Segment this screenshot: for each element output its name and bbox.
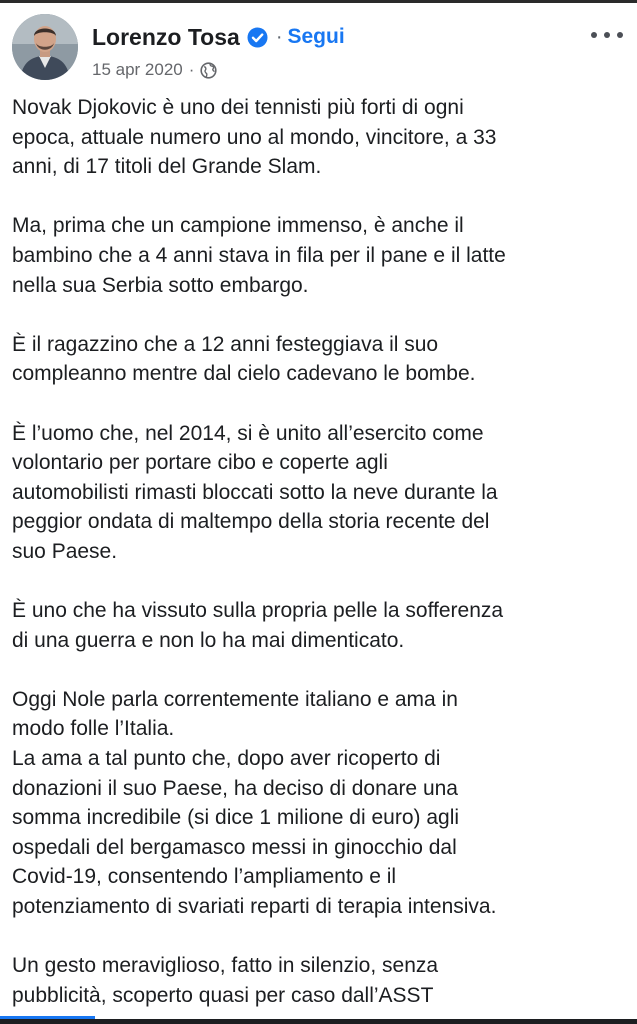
post-line: donazioni il suo Paese, ha deciso di donare una [12,776,458,800]
meta-separator: · [188,60,195,79]
post-line: È l’uomo che, nel 2014, si è unito all’esercito come [12,421,484,445]
globe-icon[interactable] [200,62,217,79]
post-line: Un gesto meraviglioso, fatto in silenzio, senza [12,954,439,978]
post-meta [92,58,217,82]
post-text [12,93,627,1010]
verified-badge-icon [247,27,268,48]
post-date[interactable]: 15 apr 2020 [92,60,183,79]
paragraph-gap [12,389,627,419]
post-line: peggior ondata di maltempo della storia recente del [12,510,490,534]
post-line: automobilisti rimasti bloccati sotto la neve durante la [12,480,498,504]
more-dot [591,32,597,38]
paragraph-gap [12,567,627,597]
post-line: bambino che a 4 anni stava in fila per il pane e il latte [12,243,506,267]
header-separator: · [275,25,283,48]
post-line: di una guerra e non lo ha mai dimenticato. [12,628,405,652]
post-line: modo folle l’Italia. [12,717,175,741]
post-line: ospedali del bergamasco messi in ginocchio dal [12,835,457,859]
post-line: pubblicità, scoperto quasi per caso dall’ASST [12,983,434,1007]
post-line: È uno che ha vissuto sulla propria pelle la sofferenza [12,599,504,623]
author-name[interactable]: Lorenzo Tosa [92,23,240,50]
more-dot [617,32,623,38]
bottom-edge [0,1019,637,1024]
paragraph-gap [12,655,627,685]
post-line: È il ragazzino che a 12 anni festeggiava il suo [12,332,439,356]
avatar-image [12,14,78,80]
post-line: Ma, prima che un campione immenso, è anche il [12,214,464,238]
post-line: potenziamento di svariati reparti di terapia intensiva. [12,895,497,919]
more-dot [604,32,610,38]
follow-button[interactable]: Segui [287,25,345,48]
post-line: nella sua Serbia sotto embargo. [12,273,309,297]
paragraph-gap [12,182,627,212]
post-line: volontario per portare cibo e coperte agli [12,451,388,475]
paragraph-gap [12,300,627,330]
author-row [92,22,345,52]
top-edge [0,0,637,3]
post-line: compleanno mentre dal cielo cadevano le bombe. [12,362,476,386]
post-line: anni, di 17 titoli del Grande Slam. [12,155,322,179]
more-options-icon[interactable] [591,26,623,44]
post-header [12,14,627,84]
post-line: Covid-19, consentendo l’ampliamento e il [12,865,397,889]
author-avatar[interactable] [12,14,78,80]
post-line: epoca, attuale numero uno al mondo, vincitore, a 33 [12,125,497,149]
post-line: suo Paese. [12,539,118,563]
post-line: somma incredibile (si dice 1 milione di euro) agli [12,806,460,830]
post-line: Novak Djokovic è uno dei tennisti più forti di ogni [12,96,464,119]
post-line: Oggi Nole parla correntemente italiano e ama in [12,687,458,711]
post-line: La ama a tal punto che, dopo aver ricoperto di [12,747,441,771]
paragraph-gap [12,922,627,952]
